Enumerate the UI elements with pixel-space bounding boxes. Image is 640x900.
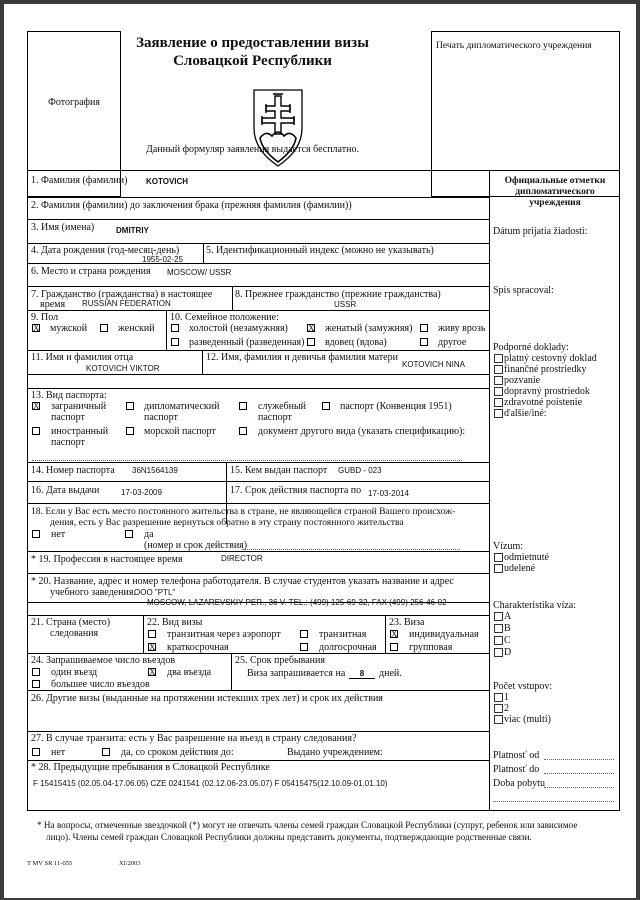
entries-2-checkbox[interactable] [494,704,503,713]
status-married-label: женатый (замужняя) [325,323,413,334]
issue-date-input[interactable]: 17-03-2009 [121,488,162,497]
visa-transit-label: транзитная [319,629,367,640]
form-code: T MV SR 11-055 [27,860,73,867]
field-15-label: 15. Кем выдан паспорт [230,465,328,476]
entries-1-checkbox[interactable] [494,693,503,702]
cell-divider [232,286,233,310]
stay-duration-suffix: дней. [379,668,402,679]
visa-transit-checkbox[interactable] [300,630,308,638]
row-divider [27,388,489,389]
birth-date-input[interactable]: 1955-02-25 [142,255,183,264]
father-name-input[interactable]: KOTOVICH VIKTOR [86,364,160,373]
row-divider [27,551,489,552]
visa-type-d-checkbox[interactable] [494,648,503,657]
return-permit-details-line[interactable] [242,549,460,550]
row-divider [27,310,489,311]
passport-convention-label: паспорт (Конвенция 1951) [340,401,452,412]
status-widowed-checkbox[interactable] [307,338,315,346]
row-divider [27,197,489,198]
row-divider [27,374,489,375]
passport-seaman-checkbox[interactable] [126,427,134,435]
passport-service-checkbox[interactable] [239,402,247,410]
entries-multi-checkbox[interactable] [494,715,503,724]
passport-service-label: служебный [258,401,307,412]
cell-divider [143,615,144,653]
footer-note-line2: лицо). Члены семей граждан Словацкой Республики должны представить документы, подтверждающие родственные связи. [46,832,532,842]
valid-to-line[interactable] [544,773,614,774]
status-separated-checkbox[interactable] [420,324,428,332]
passport-foreign-checkbox[interactable]: X [33,401,40,411]
stay-duration-days-input[interactable]: 8 [349,669,375,679]
field-14-label: 14. Номер паспорта [31,465,115,476]
visa-individual-label: индивидуальная [409,629,479,640]
visa-type-b-checkbox[interactable] [494,624,503,633]
field-13-label: 13. Вид паспорта: [31,390,107,401]
sex-female-label: женский [118,323,155,334]
field-20-label: * 20. Название, адрес и номер телефона работодателя. В случае студентов указать название и адрес [31,576,454,587]
doc-insurance-label: zdravotné poistenie [504,397,583,408]
field-9-label: 9. Пол [31,312,59,323]
status-single-checkbox[interactable] [171,324,179,332]
row-divider [27,602,489,603]
passport-alien-label-line2: паспорт [51,437,85,448]
field-7-label: 7. Гражданство (гражданства) в настоящее [31,289,213,300]
field-3-label: 3. Имя (имена) [31,222,95,233]
doc-travel-document-checkbox[interactable] [494,354,503,363]
field-7-label-line2: время [40,299,66,310]
stay-duration-prefix: Виза запрашивается на [247,668,346,679]
passport-other-checkbox[interactable] [239,427,247,435]
visa-type-b-label: B [504,623,511,634]
field-17-label: 17. Срок действия паспорта по [230,485,362,496]
transit-permit-yes-label: да, со сроком действия до: [121,747,234,758]
return-permit-no-label: нет [51,529,66,540]
mother-name-input[interactable]: KOTOVICH NINA [402,360,465,369]
former-citizenship-input[interactable]: USSR [334,300,357,309]
field-11-label: 11. Имя и фамилия отца [31,352,134,363]
official-visa-label: Vízum: [493,541,523,552]
passport-service-label-line2: паспорт [258,412,292,423]
citizenship-input[interactable]: RUSSIAN FEDERATION [82,299,171,308]
passport-diplomatic-label: дипломатический [144,401,220,412]
form-title-line2: Словацкой Республики [173,53,332,69]
passport-diplomatic-checkbox[interactable] [126,402,134,410]
transit-permit-issued-label: Выдано учреждением: [287,747,383,758]
field-2-label: 2. Фамилия (фамилии) до заключения брака (прежняя фамилия (фамилии)) [31,200,352,211]
official-docs-label: Podporné doklady: [493,342,569,353]
visa-refused-label: odmietnuté [504,552,549,563]
field-16-label: 16. Дата выдачи [31,485,100,496]
cell-divider [166,310,167,350]
sex-male-label: мужской [50,323,88,334]
profession-input[interactable]: DIRECTOR [221,554,263,563]
birth-place-input[interactable]: MOSCOW/ USSR [167,268,232,277]
official-received-date-label: Dátum prijatia žiadosti: [493,226,588,237]
row-divider [27,350,489,351]
row-divider [27,731,489,732]
official-entries-label: Počet vstupov: [493,681,553,692]
status-divorced-checkbox[interactable] [171,338,179,346]
visa-long-stay-checkbox[interactable] [300,643,308,651]
row-divider [27,219,489,220]
stay-length-line[interactable] [544,787,614,788]
visa-type-c-label: C [504,635,511,646]
cell-divider [385,615,386,653]
passport-other-spec-line[interactable] [32,460,462,461]
form-title-line1: Заявление о предоставлении визы [136,35,369,51]
visa-individual-checkbox[interactable]: X [391,629,398,639]
visa-type-a-label: A [504,611,512,622]
status-other-label: другое [438,337,467,348]
field-5-label: 5. Идентификационный индекс (можно не указывать) [206,245,434,256]
photo-label: Фотография [48,97,100,108]
return-permit-yes-label: да [144,529,154,540]
entries-multiple-label: большее число въездов [51,679,150,690]
passport-number-input[interactable]: 36N1564139 [132,466,178,475]
official-title-line3: учреждения [529,198,581,208]
row-divider [27,243,489,244]
passport-issuer-input[interactable]: GUBD - 023 [338,466,382,475]
doc-invitation-label: pozvanie [504,375,541,386]
transit-permit-no-checkbox[interactable] [32,748,40,756]
passport-foreign-label: заграничный [51,401,107,412]
visa-refused-checkbox[interactable] [494,553,503,562]
field-21-label: 21. Страна (место) [31,617,111,628]
field-23-label: 23. Виза [389,617,425,628]
official-extra-line[interactable] [493,801,614,802]
official-processed-by-label: Spis spracoval: [493,285,554,296]
row-divider [27,653,489,654]
field-28-label: * 28. Предыдущие пребывания в Словацкой Республике [31,762,270,773]
visa-type-a-checkbox[interactable] [494,612,503,621]
entries-single-checkbox[interactable] [32,668,40,676]
sex-female-checkbox[interactable] [100,324,108,332]
expiry-date-input[interactable]: 17-03-2014 [368,489,409,498]
doc-finances-checkbox[interactable] [494,365,503,374]
visa-airport-transit-label: транзитная через аэропорт [167,629,281,640]
official-title-line1: Официальные отметки [504,176,606,186]
transit-permit-no-label: нет [51,747,66,758]
visa-application-page [4,4,636,898]
valid-from-line[interactable] [544,759,614,760]
field-6-label: 6. Место и страна рождения [31,266,151,277]
official-stay-length-label: Doba pobytu [493,778,545,789]
passport-alien-checkbox[interactable] [32,427,40,435]
doc-invitation-checkbox[interactable] [494,376,503,385]
field-18-label-line2: дения, есть у Вас разрешение вернуться обратно в эту страну постоянного жительства [50,517,404,528]
field-10-label: 10. Семейное положение: [170,312,279,323]
employer-name-input[interactable]: OOO "PTL" [134,588,176,597]
status-widowed-label: вдовец (вдова) [325,337,387,348]
transit-permit-yes-checkbox[interactable] [102,748,110,756]
visa-type-c-checkbox[interactable] [494,636,503,645]
field-19-label: * 19. Профессия в настоящее время [31,554,183,565]
field-22-label: 22. Вид визы [147,617,203,628]
entries-2-label: 2 [504,703,509,714]
cell-divider [203,243,204,263]
doc-transport-checkbox[interactable] [494,387,503,396]
field-24-label: 24. Запрашиваемое число въездов [31,655,176,666]
row-divider [27,760,489,761]
entries-multi-label: viac (multi) [504,714,551,725]
return-permit-note: (номер и срок действия) [144,540,248,551]
row-divider [27,263,489,264]
visa-long-stay-label: долгосрочная [319,642,377,653]
passport-diplomatic-label-line2: паспорт [144,412,178,423]
field-8-label: 8. Прежнее гражданство (прежние гражданства) [235,289,441,300]
row-divider [27,690,489,691]
visa-group-label: групповая [409,642,453,653]
field-26-label: 26. Другие визы (выданные на протяжении истекших трех лет) и срок их действия [31,693,383,704]
doc-finances-label: finančné prostriedky [504,364,587,375]
field-18-label: 18. Если у Вас есть место постоянного жительства в стране, не являющейся страной Вашего происхож- [31,506,456,517]
slovak-coat-of-arms-icon [252,88,304,168]
row-divider [27,286,489,287]
status-married-checkbox[interactable]: X [308,323,315,333]
entries-double-label: два въезда [167,667,212,678]
entries-single-label: один въезд [51,667,98,678]
official-title-line2: дипломатического [515,187,595,197]
row-divider [27,573,489,574]
doc-other-label: ďalšie/iné: [504,408,547,419]
status-other-checkbox[interactable] [420,338,428,346]
passport-foreign-label-line2: паспорт [51,412,85,423]
form-date: XI/2003 [119,860,141,867]
cell-divider [231,653,232,690]
free-form-note: Данный формуляр заявления выдается бесплатно. [146,144,359,155]
previous-stays-input[interactable]: F 15415415 (02.05.04-17.06.05) CZE 0241541 (02.12.06-23.05.07) F 05415475(12.10.09-01.01.10) [33,779,388,788]
status-divorced-label: разведенный (разведенная) [189,337,305,348]
visa-short-stay-label: краткосрочная [167,642,229,653]
visa-type-d-label: D [504,647,512,658]
first-name-input[interactable]: DMITRIY [116,226,149,235]
entries-1-label: 1 [504,692,509,703]
doc-other-checkbox[interactable] [494,409,503,418]
visa-granted-checkbox[interactable] [494,564,503,573]
entries-multiple-checkbox[interactable] [32,680,40,688]
visa-airport-transit-checkbox[interactable] [148,630,156,638]
cell-divider [202,350,203,374]
passport-convention-checkbox[interactable] [322,402,330,410]
passport-other-label: документ другого вида (указать спецификацию): [258,426,466,437]
stamp-label: Печать дипломатического учреждения [436,41,592,51]
field-25-label: 25. Срок пребывания [235,655,325,666]
employer-address-input[interactable]: MOSCOW, LAZAREVSKIY PER., 36 V. TEL.: (499) 125-69-32, FAX (499) 256-46-02 [147,598,447,607]
sex-male-checkbox[interactable]: X [33,323,40,333]
visa-group-checkbox[interactable] [390,643,398,651]
visa-granted-label: udelené [504,563,536,574]
field-1-label: 1. Фамилия (фамилии) [31,175,128,186]
field-12-label: 12. Имя, фамилия и девичья фамилия матери [206,352,398,363]
passport-seaman-label: морской паспорт [144,426,216,437]
passport-alien-label: иностранный [51,426,109,437]
field-21-label-line2: следования [50,628,99,639]
entries-double-checkbox[interactable]: X [149,667,156,677]
row-divider [27,615,489,616]
status-separated-label: живу врозь [438,323,486,334]
official-valid-to-label: Platnosť do [493,764,540,775]
surname-input[interactable]: KOTOVICH [146,177,189,186]
footer-note-line1: * На вопросы, отмеченные звездочкой (*) могут не отвечать члены семей граждан Словацкой Республики (супруг, ребенок или зависимое [37,820,578,830]
row-divider [27,503,489,504]
field-4-label: 4. Дата рождения (год-месяц-день) [31,245,180,256]
status-single-label: холостой (незамужняя) [189,323,288,334]
return-permit-yes-checkbox[interactable] [125,530,133,538]
field-27-label: 27. В случае транзита: есть у Вас разрешение на въезд в страну следования? [31,733,357,744]
doc-travel-document-label: platný cestovný doklad [504,353,597,364]
visa-short-stay-checkbox[interactable]: X [149,642,156,652]
official-column-divider [489,170,490,811]
row-divider [27,481,489,482]
doc-insurance-checkbox[interactable] [494,398,503,407]
return-permit-no-checkbox[interactable] [32,530,40,538]
doc-transport-label: dopravný prostriedok [504,386,590,397]
official-valid-from-label: Platnosť od [493,750,540,761]
field-20-label-line2: учебного заведения. [50,587,136,598]
official-visa-type-label: Charakteristika víza: [493,600,577,611]
row-divider [27,462,489,463]
